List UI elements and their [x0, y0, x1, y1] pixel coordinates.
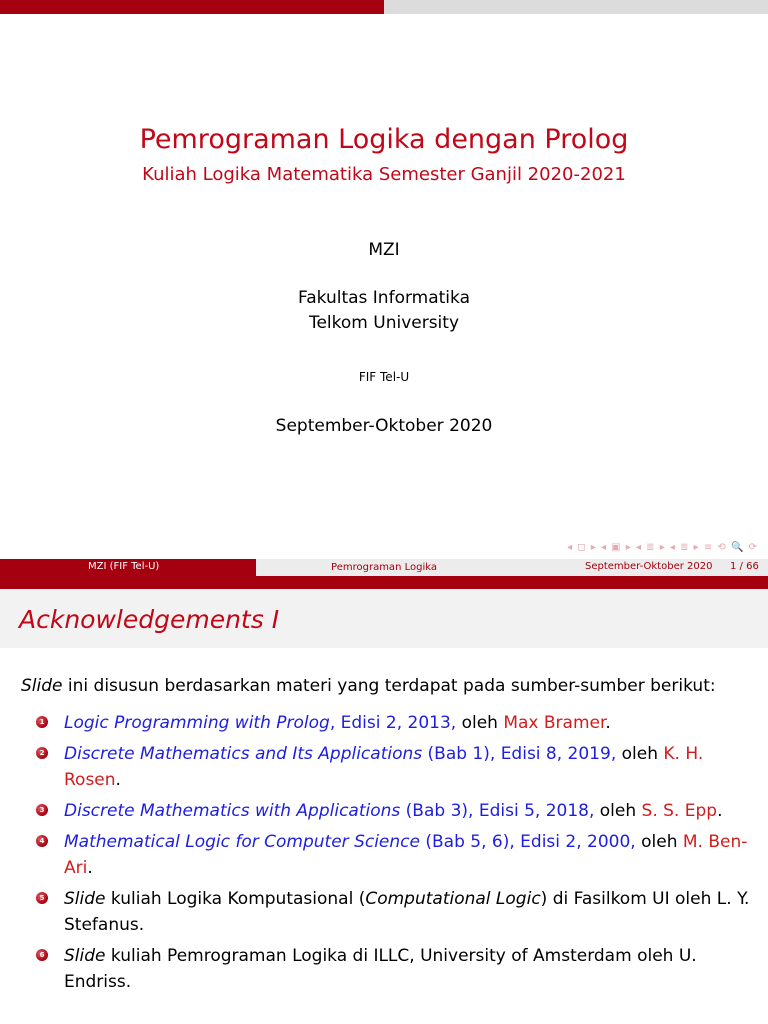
short-institute: FIF Tel-U: [358, 370, 410, 384]
book-title: Logic Programming with Prolog: [64, 713, 330, 733]
list-item: 2 Discrete Mathematics and Its Applications (Bab 1), Edisi 8, 2019, oleh K. H. Rosen.: [0, 741, 768, 793]
footer-author: MZI (FIF Tel-U): [88, 561, 160, 572]
numbered-bullet-icon: 6: [36, 949, 48, 961]
footer-title: Pemrograman Logika: [256, 559, 512, 576]
beamer-navigation-icons[interactable]: ◂ ◻ ▸ ◂ ▣ ▸ ◂ ≣ ▸ ◂ ≣ ▸ ≡ ⟲ 🔍 ⟳: [567, 542, 758, 553]
page-number: 1 / 66: [730, 561, 759, 572]
book-title: Mathematical Logic for Computer Science: [64, 832, 420, 852]
footer-date: September-Oktober 2020: [585, 561, 713, 572]
book-title: Discrete Mathematics and Its Applications: [64, 744, 423, 764]
presentation-title: Pemrograman Logika dengan Prolog: [139, 124, 629, 155]
list-item: 6 Slide kuliah Pemrograman Logika di ILLC, University of Amsterdam oleh U. Endriss.: [0, 943, 768, 995]
book-author: M. Ben-Ari: [64, 832, 748, 878]
bottom-bar: [0, 576, 768, 589]
institute-line-1: Fakultas Informatika: [298, 288, 470, 308]
reference-list: [0, 710, 768, 1000]
presentation-subtitle: Kuliah Logika Matematika Semester Ganjil 2020-2021: [142, 164, 626, 185]
frame-title-bar: [0, 589, 768, 648]
list-item: 5 Slide kuliah Logika Komputasional (Computational Logic) di Fasilkom UI oleh L. Y. Stefanus.: [0, 886, 768, 938]
numbered-bullet-icon: 5: [36, 892, 48, 904]
book-title: Discrete Mathematics with Applications: [64, 801, 401, 821]
book-author: S. S. Epp: [641, 801, 718, 821]
progress-bar: [0, 0, 768, 14]
book-author: Max Bramer: [503, 713, 606, 733]
acknowledgements-slide: [0, 589, 768, 1024]
intro-text: Slide ini disusun berdasarkan materi yang terdapat pada sumber-sumber berikut:: [21, 676, 716, 696]
numbered-bullet-icon: 4: [36, 835, 48, 847]
list-item: 1 Logic Programming with Prolog, Edisi 2, 2013, oleh Max Bramer.: [0, 710, 768, 736]
frame-title: Acknowledgements I: [19, 605, 280, 634]
footer: [0, 559, 768, 576]
author: MZI: [368, 240, 400, 260]
list-item: 3 Discrete Mathematics with Applications (Bab 3), Edisi 5, 2018, oleh S. S. Epp.: [0, 798, 768, 824]
numbered-bullet-icon: 1: [36, 716, 48, 728]
numbered-bullet-icon: 3: [36, 804, 48, 816]
presentation-date: September-Oktober 2020: [275, 416, 493, 436]
numbered-bullet-icon: 2: [36, 747, 48, 759]
list-item: 4 Mathematical Logic for Computer Science (Bab 5, 6), Edisi 2, 2000, oleh M. Ben-Ari.: [0, 829, 768, 881]
book-author: K. H. Rosen: [64, 744, 704, 790]
institute-line-2: Telkom University: [308, 313, 460, 333]
